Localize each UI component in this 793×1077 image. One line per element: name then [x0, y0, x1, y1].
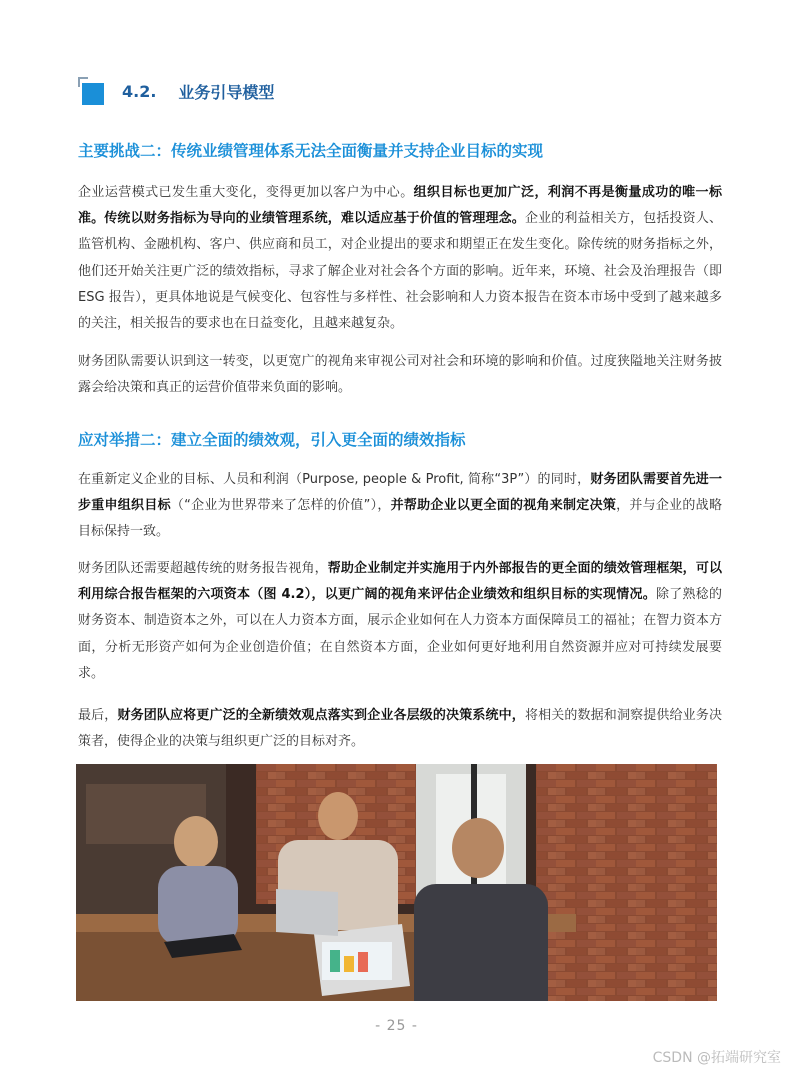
heading-challenge: 主要挑战二：传统业绩管理体系无法全面衡量并支持企业目标的实现: [78, 142, 544, 160]
p4-segment-0: 财务团队还需要超越传统的财务报告视角，: [78, 561, 328, 576]
watermark: CSDN @拓端研究室: [652, 1050, 781, 1066]
meeting-photo: [76, 764, 717, 1001]
section-title: 业务引导模型: [178, 82, 275, 102]
paragraph-3: [78, 467, 722, 546]
p4-segment-2: 除了熟稔的财务资本、制造资本之外，可以在人力资本方面，展示企业如何在人力资本方面保障员工的福祉；在智力资本方面，分析无形资产如何为企业创造价值；在自然资本方面，企业如何更好地利用自然资源并应对可持续发展要求。: [78, 587, 722, 681]
p3-segment-2: （“企业为世界带来了怎样的价值”），: [170, 498, 391, 514]
p4-segment-1: 帮助企业制定并实施用于内外部报告的更全面的绩效管理框架，可以利用综合报告框架的六项资本（图 4.2），以更广阔的视角来评估企业绩效和组织目标的实现情况。: [78, 561, 722, 603]
p3-segment-0: 在重新定义企业的目标、人员和利润（Purpose, people & Profit, 简称“3P”）的同时，: [78, 472, 591, 487]
p1-segment-1: 组织目标也更加广泛，利润不再是衡量成功的唯一标准。传统以财务指标为导向的业绩管理系统，难以适应基于价值的管理理念。: [78, 185, 722, 227]
p5-segment-0: 最后，: [78, 708, 118, 723]
section-number: 4.2.: [122, 81, 157, 101]
p3-segment-1: 财务团队需要首先进一步重申组织目标: [78, 472, 722, 514]
paragraph-2: 财务团队需要认识到这一转变，以更宽广的视角来审视公司对社会和环境的影响和价值。过度狭隘地关注财务披露会给决策和真正的运营价值带来负面的影响。: [78, 354, 722, 396]
p1-segment-0: 企业运营模式已发生重大变化，变得更加以客户为中心。: [78, 185, 414, 200]
p1-segment-2: 企业的利益相关方，包括投资人、监管机构、金融机构、客户、供应商和员工，对企业提出的要求和期望正在发生变化。除传统的财务指标之外，他们还开始关注更广泛的绩效指标，寻求了解企业对社会各个方面的影响。近年来，环境、社会及治理报告（即ESG 报告），更具体地说是气候变化、包容性与多样性、社会影响和人力资本报告在资本市场中受到了越来越多的关注，相关报告的要求也在日益变化，且越来越复杂。: [78, 211, 722, 332]
section-header: [78, 75, 274, 107]
p5-segment-1: 财务团队应将更广泛的全新绩效观点落实到企业各层级的决策系统中，: [117, 708, 525, 723]
heading-response: 应对举措二：建立全面的绩效观，引入更全面的绩效指标: [78, 431, 466, 449]
paragraph-4: [78, 556, 722, 687]
meeting-photo-illustration: [76, 764, 717, 1001]
paragraph-1: [78, 180, 722, 337]
p5-segment-2: 将相关的数据和洞察提供给业务决策者，使得企业的决策与组织更广泛的目标对齐。: [78, 708, 722, 750]
paragraph-5: [78, 703, 722, 755]
p3-segment-3: 并帮助企业以更全面的视角来制定决策: [390, 498, 617, 514]
section-square-icon: [78, 77, 106, 105]
page-number: - 25 -: [375, 1018, 418, 1034]
p3-segment-4: ，并与企业的战略目标保持一致。: [78, 498, 722, 540]
